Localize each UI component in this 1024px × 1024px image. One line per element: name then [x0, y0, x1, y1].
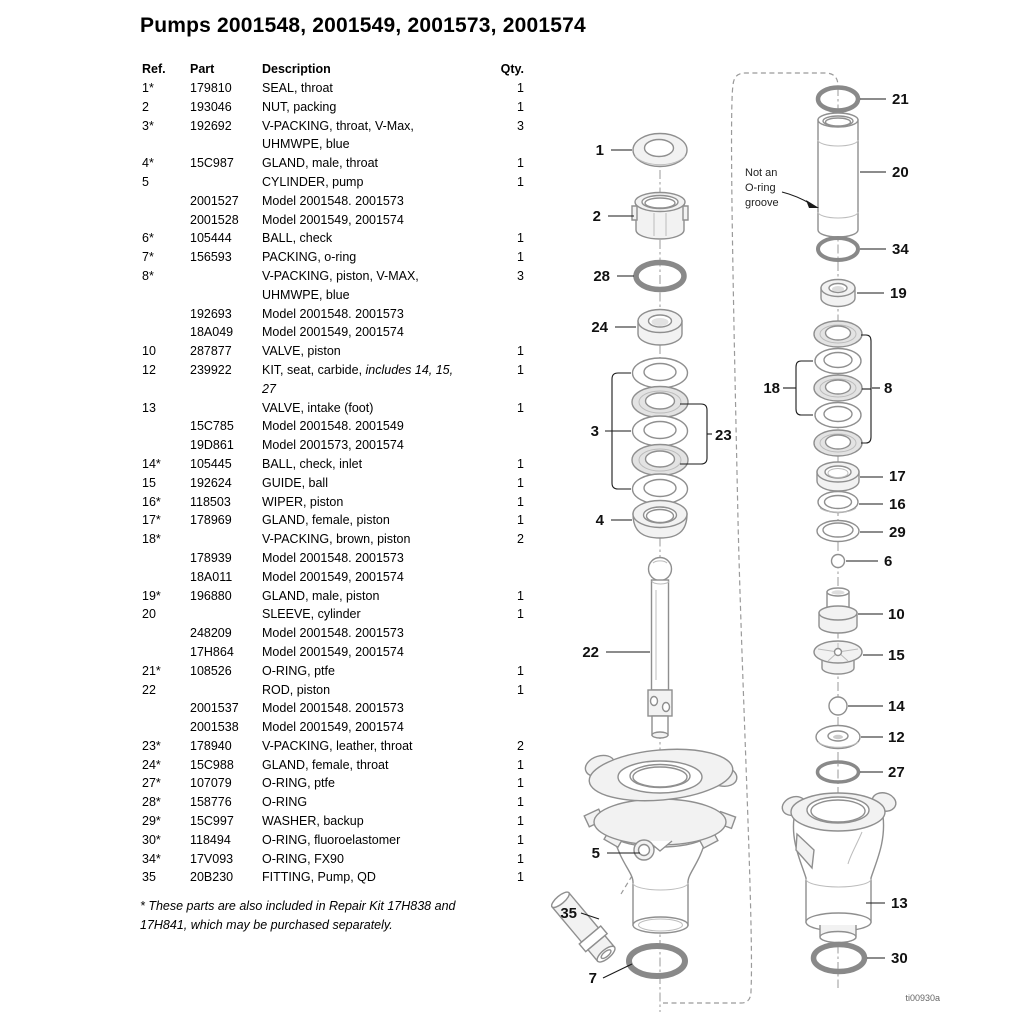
table-row: 29* 15C997 WASHER, backup 1 — [142, 814, 524, 829]
table-row: 17H864 Model 2001549, 2001574 — [190, 644, 404, 659]
throat-v-packing-stack — [632, 358, 688, 504]
callout-30: 30 — [891, 950, 908, 967]
table-row: 6* 105444 BALL, check 1 — [142, 231, 524, 246]
part-1-seal-throat — [633, 134, 687, 167]
table-row: 24* 15C988 GLAND, female, throat 1 — [142, 757, 524, 772]
callout-22: 22 — [582, 644, 599, 661]
callout-5: 5 — [591, 845, 600, 862]
callout-21: 21 — [892, 91, 909, 108]
table-row: 21* 108526 O-RING, ptfe 1 — [142, 663, 524, 678]
part-20-sleeve-cylinder — [818, 113, 858, 237]
callout-23: 23 — [715, 427, 732, 444]
callout-20: 20 — [892, 164, 909, 181]
callout-24: 24 — [591, 319, 608, 336]
callout-19: 19 — [890, 285, 907, 302]
callout-29: 29 — [889, 524, 906, 541]
table-row: 178939 Model 2001548. 2001573 — [190, 550, 404, 565]
table-row: 5 CYLINDER, pump 1 — [142, 174, 524, 189]
table-row: 8* V-PACKING, piston, V-MAX, UHMWPE, blue 3 — [142, 268, 524, 302]
table-row: 15C785 Model 2001548. 2001549 — [190, 419, 404, 434]
part-16-wiper-piston — [818, 492, 858, 513]
part-17-gland-female-piston — [817, 462, 859, 491]
table-row: 27* 107079 O-RING, ptfe 1 — [142, 776, 524, 791]
table-row: 2001537 Model 2001548. 2001573 — [190, 701, 404, 716]
page-title: Pumps 2001548, 2001549, 2001573, 2001574 — [140, 14, 586, 37]
table-row: 12 239922 KIT, seat, carbide, includes 14, 15, 27 1 — [142, 362, 524, 396]
table-row: 22 ROD, piston 1 — [142, 682, 524, 697]
callout-16: 16 — [889, 496, 906, 513]
callout-34: 34 — [892, 241, 909, 258]
part-15-guide-ball — [814, 641, 862, 674]
figure-id-watermark: ti00930a — [905, 993, 940, 1003]
table-row: 1* 179810 SEAL, throat 1 — [142, 81, 524, 95]
part-5-cylinder-pump — [583, 744, 739, 933]
table-row: 192693 Model 2001548. 2001573 — [190, 306, 404, 321]
col-header-part: Part — [190, 62, 215, 76]
table-row: 35 20B230 FITTING, Pump, QD 1 — [142, 870, 524, 885]
piston-v-packing-stack — [814, 321, 862, 456]
part-22-rod-piston — [648, 558, 672, 739]
callout-4: 4 — [595, 512, 604, 529]
part-30-o-ring-fluoroelastomer — [814, 945, 865, 972]
table-row: 17* 178969 GLAND, female, piston 1 — [142, 513, 524, 528]
table-row: 16* 118503 WIPER, piston 1 — [142, 494, 524, 509]
table-row: 10 287877 VALVE, piston 1 — [142, 344, 524, 359]
callout-10: 10 — [888, 606, 905, 623]
table-row: 15 192624 GUIDE, ball 1 — [142, 475, 524, 490]
part-12-kit-seat-carbide — [816, 726, 860, 749]
part-7-packing-o-ring — [629, 946, 685, 976]
callout-6: 6 — [884, 553, 893, 570]
footnote-line-1: * These parts are also included in Repair Kit 17H838 and — [140, 899, 456, 913]
table-row: 30* 118494 O-RING, fluoroelastomer 1 — [142, 832, 524, 847]
callout-35: 35 — [560, 905, 577, 922]
table-row: 2 193046 NUT, packing 1 — [142, 99, 524, 114]
col-header-ref: Ref. — [142, 62, 166, 76]
table-row: 7* 156593 PACKING, o-ring 1 — [142, 250, 524, 265]
part-24-gland-female-throat — [638, 310, 682, 346]
callout-13: 13 — [891, 895, 908, 912]
table-row: 34* 17V093 O-RING, FX90 1 — [142, 851, 524, 866]
col-header-qty: Qty. — [500, 62, 524, 76]
not-oring-groove-annotation — [745, 167, 819, 209]
callout-1: 1 — [595, 142, 604, 159]
table-row: 20 SLEEVE, cylinder 1 — [142, 607, 524, 622]
callout-3: 3 — [590, 423, 599, 440]
callout-17: 17 — [889, 468, 906, 485]
part-13-valve-intake-foot — [780, 790, 898, 942]
table-row: 23* 178940 V-PACKING, leather, throat 2 — [142, 738, 524, 753]
callout-12: 12 — [888, 729, 905, 746]
table-row: 2001527 Model 2001548. 2001573 — [190, 193, 404, 208]
callout-7: 7 — [588, 970, 597, 987]
callout-leader-7 — [603, 964, 632, 978]
table-row: 13 VALVE, intake (foot) 1 — [142, 400, 524, 415]
part-10-valve-piston — [819, 588, 857, 633]
table-row: 19* 196880 GLAND, male, piston 1 — [142, 588, 524, 603]
part-29-washer-backup — [817, 521, 859, 542]
callout-14: 14 — [888, 698, 905, 715]
callout-28: 28 — [593, 268, 610, 285]
table-row: 2001528 Model 2001549, 2001574 — [190, 212, 404, 227]
bracket-callout-18 — [796, 361, 813, 415]
table-row: 248209 Model 2001548. 2001573 — [190, 626, 404, 641]
table-row: 18A011 Model 2001549, 2001574 — [190, 569, 404, 584]
part-6-ball-check — [832, 555, 845, 568]
part-14-ball-check-inlet — [829, 697, 847, 715]
table-row: 14* 105445 BALL, check, inlet 1 — [142, 456, 524, 471]
annotation-arrow-line — [782, 192, 811, 204]
part-4-gland-male-throat — [633, 501, 687, 539]
annotation-arrowhead — [806, 200, 819, 208]
table-row: 18A049 Model 2001549, 2001574 — [190, 325, 404, 340]
table-row: 2001538 Model 2001549, 2001574 — [190, 720, 404, 735]
annotation-line-3: groove — [745, 197, 779, 209]
callout-15: 15 — [888, 647, 905, 664]
part-19-gland-male-piston — [821, 280, 855, 307]
callout-8: 8 — [884, 380, 893, 397]
table-row: 18* V-PACKING, brown, piston 2 — [142, 532, 524, 547]
callout-2: 2 — [592, 208, 601, 225]
annotation-line-2: O-ring — [745, 182, 776, 194]
table-row: 3* 192692 V-PACKING, throat, V-Max, UHMWPE, blue 3 — [142, 118, 524, 152]
table-row: 19D861 Model 2001573, 2001574 — [190, 438, 404, 453]
callout-18: 18 — [763, 380, 780, 397]
annotation-line-1: Not an — [745, 167, 778, 179]
part-35-fitting-pump-qd — [547, 888, 620, 967]
table-row: 4* 15C987 GLAND, male, throat 1 — [142, 156, 524, 171]
footnote-line-2: 17H841, which may be purchased separately. — [140, 918, 393, 932]
callout-27: 27 — [888, 764, 905, 781]
part-2-nut-packing — [632, 193, 688, 240]
col-header-description: Description — [262, 62, 331, 76]
table-row: 28* 158776 O-RING 1 — [142, 795, 524, 810]
